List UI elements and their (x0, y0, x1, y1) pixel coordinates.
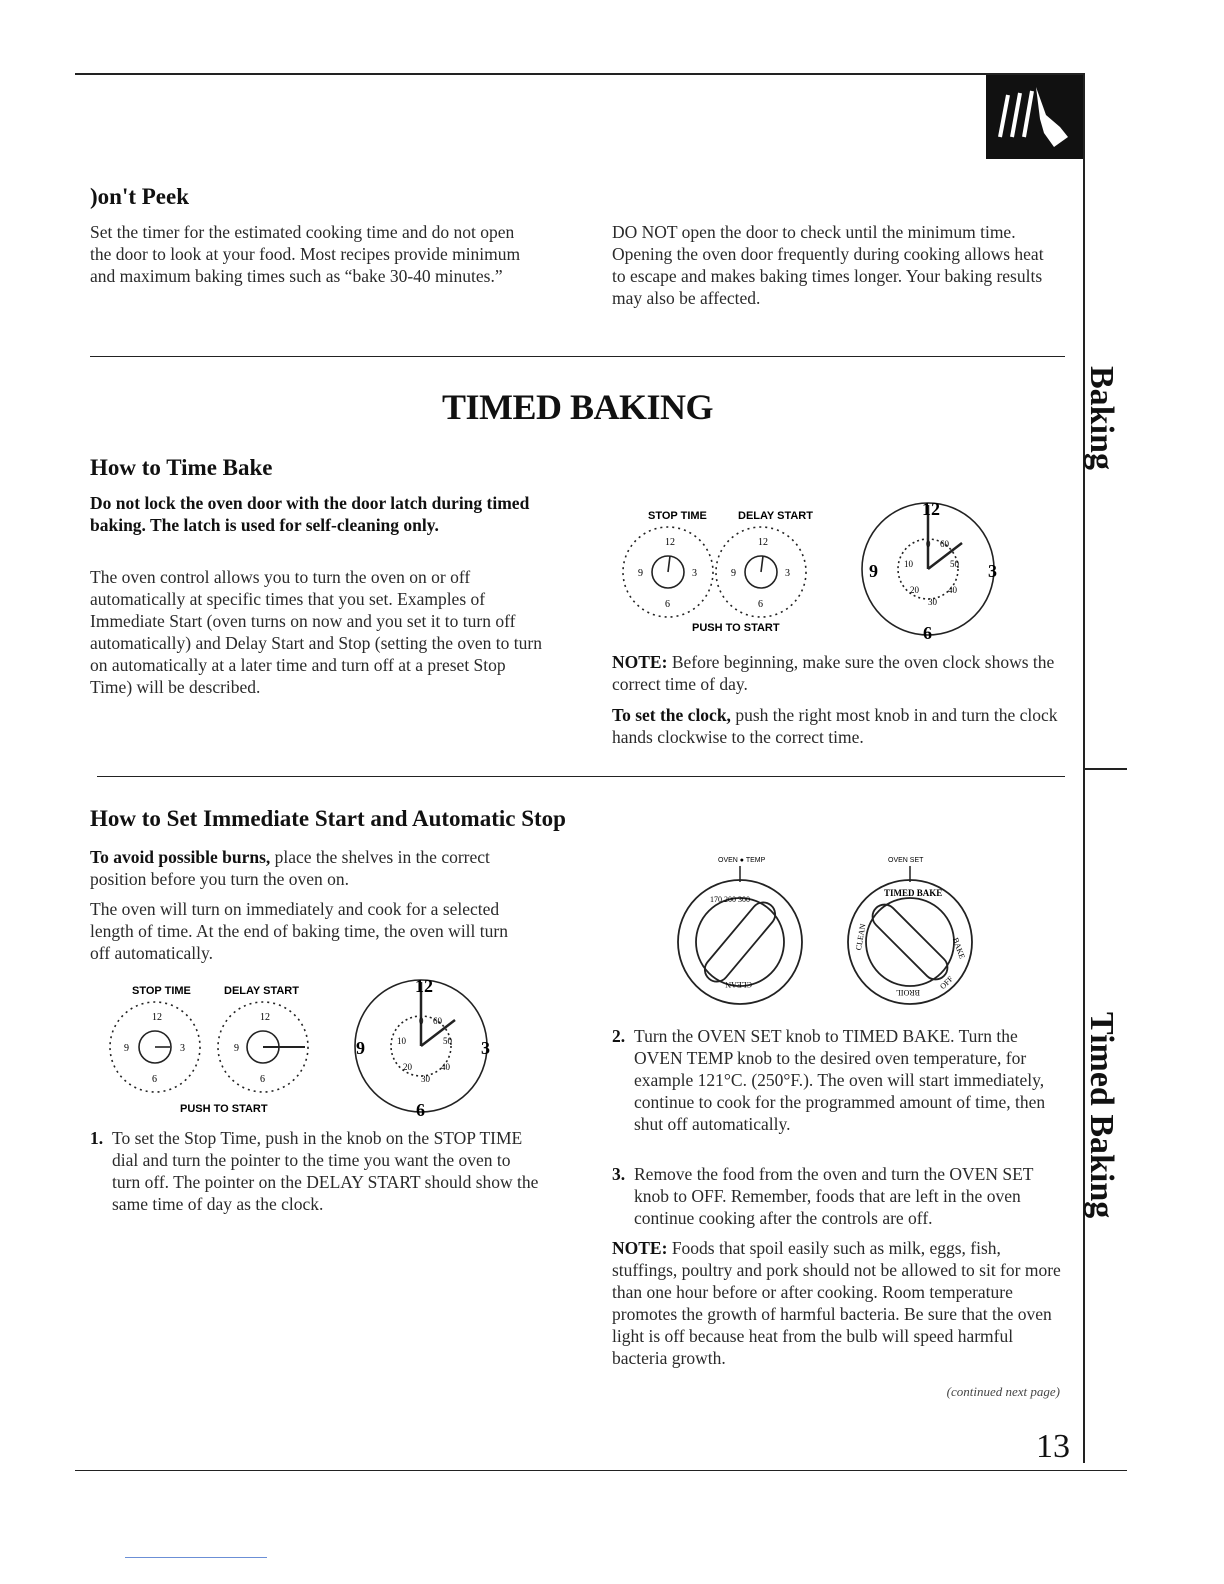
time-bake-warning: Do not lock the oven door with the door latch during timed baking. The latch is used for self-cleaning only. (90, 493, 530, 535)
step-3: 3. Remove the food from the oven and turn the OVEN SET knob to OFF. Remember, foods that are left in the oven continue cooking after the controls are off. (612, 1163, 1067, 1229)
svg-text:50: 50 (950, 559, 959, 569)
svg-text:6: 6 (665, 599, 670, 610)
svg-text:STOP TIME: STOP TIME (132, 985, 191, 997)
svg-text:0: 0 (926, 539, 931, 549)
step-2: 2. Turn the OVEN SET knob to TIMED BAKE. Turn the OVEN TEMP knob to the desired oven temperature, for example 121°C. (250°F.). The oven will start immediately, continue to cook for the programmed amount of time, then shut off automatically. (612, 1025, 1067, 1135)
svg-text:60: 60 (433, 1016, 442, 1026)
svg-text:60: 60 (940, 539, 949, 549)
svg-text:170 200 300: 170 200 300 (710, 895, 750, 904)
food-safety-note-text: Foods that spoil easily such as milk, eggs, fish, stuffings, poultry and pork should not be allowed to sit for more than one hour before or after cooking. Room temperature promotes the growth of harmful bacteria. Be sure that the oven light is off because heat from the bulb will speed harmful bacteria growth. (612, 1238, 1061, 1368)
svg-text:9: 9 (356, 1038, 365, 1058)
food-safety-note (612, 1237, 1067, 1369)
svg-text:PUSH TO START: PUSH TO START (180, 1103, 268, 1115)
burn-warning-label: To avoid possible burns, (90, 847, 271, 867)
svg-text:12: 12 (260, 1012, 270, 1023)
svg-text:50: 50 (443, 1036, 452, 1046)
svg-text:6: 6 (923, 623, 932, 643)
svg-text:30: 30 (421, 1074, 430, 1084)
svg-text:TIMED BAKE: TIMED BAKE (884, 888, 943, 898)
svg-text:3: 3 (180, 1043, 185, 1054)
page-title: TIMED BAKING (441, 387, 714, 427)
bottom-link-rule (125, 1557, 267, 1558)
set-clock-instruction: push the right most knob in and turn the clock hands clockwise to the correct time. (612, 705, 1058, 747)
burn-warning-text: place the shelves in the correct position before you turn the oven on. (90, 847, 490, 889)
svg-text:CLEAN: CLEAN (854, 923, 868, 951)
svg-text:6: 6 (260, 1074, 265, 1085)
svg-text:BROIL: BROIL (896, 988, 920, 997)
svg-text:9: 9 (869, 561, 878, 581)
svg-text:12: 12 (665, 537, 675, 548)
top-rule (75, 73, 1085, 75)
stop-time-label: STOP TIME (648, 510, 707, 522)
timer-dials-svg-2 (108, 970, 508, 1120)
step-1-text: To set the Stop Time, push in the knob on the STOP TIME dial and turn the pointer to the time you want the oven to turn off. The pointer on the DELAY START should show the same time of day as the clock. (112, 1128, 539, 1214)
time-bake-body: The oven control allows you to turn the oven on or off automatically at specific times that you set. Examples of Immediate Start (oven turns on now and you set it to turn off automatically) and Delay Start and Stop (setting the oven to turn on automatically at a later time and turn off at a preset Stop Time) will be described. (90, 567, 542, 697)
svg-text:12: 12 (415, 976, 433, 996)
svg-text:9: 9 (638, 568, 643, 579)
time-bake-heading: How to Time Bake (90, 455, 273, 480)
svg-text:40: 40 (948, 585, 957, 595)
clock-dial (862, 503, 994, 635)
svg-text:10: 10 (904, 559, 913, 569)
svg-text:9: 9 (731, 568, 736, 579)
food-safety-note-label: NOTE: (612, 1238, 668, 1258)
svg-text:0: 0 (419, 1016, 424, 1026)
timer-dials-figure-top (612, 495, 1022, 643)
oven-knobs-svg (670, 852, 990, 1012)
svg-text:10: 10 (397, 1036, 406, 1046)
burn-warning (90, 846, 515, 890)
oven-knobs-figure (670, 852, 990, 1012)
dont-peek-right-text: DO NOT open the door to check until the minimum time. Opening the oven door frequently during cooking allows heat to escape and makes baking times longer. Your baking results may also be affected. (612, 222, 1044, 308)
set-clock-text (612, 704, 1067, 748)
dont-peek-left-text: Set the timer for the estimated cooking time and do not open the door to look at your food. Most recipes provide minimum and maximum baking times such as “bake 30-40 minutes.” (90, 222, 521, 286)
immediate-body: The oven will turn on immediately and cook for a selected length of time. At the end of baking time, the oven will turn off automatically. (90, 899, 508, 963)
set-clock-label: To set the clock, (612, 705, 731, 725)
tab-baking: Baking (1083, 366, 1120, 470)
svg-text:6: 6 (758, 599, 763, 610)
svg-text:CLEAN: CLEAN (725, 980, 752, 989)
tab-timed-baking: Timed Baking (1083, 1012, 1120, 1219)
timer-dials-svg (612, 495, 1022, 643)
svg-text:12: 12 (758, 537, 768, 548)
svg-text:OFF: OFF (938, 974, 955, 992)
clock-note-text: Before beginning, make sure the oven clock shows the correct time of day. (612, 652, 1055, 694)
oven-set-label: OVEN SET (888, 857, 924, 864)
continued-next-page: (continued next page) (946, 1384, 1060, 1399)
push-to-start-label: PUSH TO START (692, 622, 780, 634)
svg-text:9: 9 (234, 1043, 239, 1054)
svg-text:12: 12 (922, 499, 940, 519)
page-number: 13 (1036, 1428, 1070, 1465)
svg-text:BAKE: BAKE (950, 936, 967, 961)
svg-text:3: 3 (692, 568, 697, 579)
svg-text:30: 30 (928, 597, 937, 607)
svg-text:40: 40 (441, 1062, 450, 1072)
clock-dial-2 (355, 980, 487, 1112)
dont-peek-heading: )on't Peek (90, 184, 190, 209)
timer-dials-figure-bottom (108, 970, 508, 1120)
section-rule-1 (90, 356, 1065, 357)
immediate-start-heading: How to Set Immediate Start and Automatic Stop (90, 806, 566, 831)
clock-note (612, 651, 1062, 695)
bottom-rule (75, 1470, 1127, 1471)
clock-note-label: NOTE: (612, 652, 668, 672)
svg-text:9: 9 (124, 1043, 129, 1054)
svg-text:DELAY START: DELAY START (224, 985, 299, 997)
tab-divider-rule (1085, 768, 1127, 770)
svg-text:20: 20 (910, 585, 919, 595)
svg-text:3: 3 (785, 568, 790, 579)
section-rule-2 (97, 776, 1065, 777)
corner-logo-icon (986, 75, 1083, 159)
svg-text:20: 20 (403, 1062, 412, 1072)
step-3-text: Remove the food from the oven and turn the OVEN SET knob to OFF. Remember, foods that are left in the oven continue cooking after the controls are off. (634, 1164, 1034, 1228)
svg-text:3: 3 (988, 561, 997, 581)
delay-start-label: DELAY START (738, 510, 813, 522)
svg-text:6: 6 (416, 1100, 425, 1120)
step-1: 1. To set the Stop Time, push in the knob on the STOP TIME dial and turn the pointer to the time you want the oven to turn off. The pointer on the DELAY START should show the same time of day as the clock. (90, 1128, 539, 1214)
svg-text:6: 6 (152, 1074, 157, 1085)
oven-temp-label: OVEN ● TEMP (718, 857, 766, 864)
step-2-text: Turn the OVEN SET knob to TIMED BAKE. Turn the OVEN TEMP knob to the desired oven temperature, for example 121°C. (250°F.). The oven will start immediately, continue to cook for the programmed amount of time, then shut off automatically. (634, 1026, 1046, 1134)
svg-text:3: 3 (481, 1038, 490, 1058)
svg-text:12: 12 (152, 1012, 162, 1023)
